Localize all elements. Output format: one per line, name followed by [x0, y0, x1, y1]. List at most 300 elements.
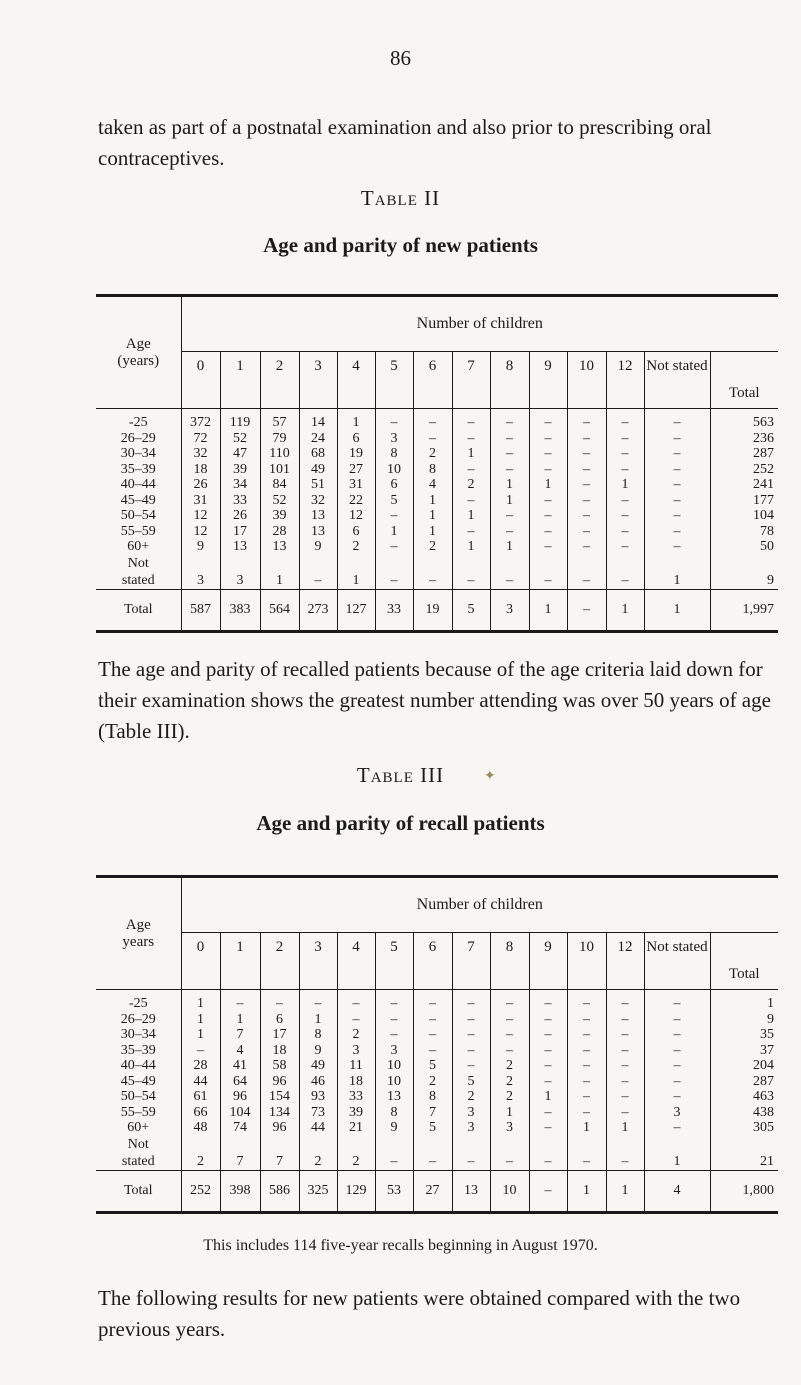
table-row: [96, 508, 778, 524]
table-cell: 61: [181, 1089, 220, 1105]
table-cell: 9: [181, 539, 220, 555]
table-cell: 3: [337, 1043, 375, 1059]
table-cell: 12: [181, 508, 220, 524]
table-cell: –: [567, 1074, 606, 1090]
table-cell: –: [529, 990, 567, 1012]
table-cell: 1: [529, 477, 567, 493]
table-cell: –: [529, 493, 567, 509]
total-label: Total: [96, 589, 181, 631]
table-cell: 7: [413, 1105, 452, 1121]
table2-grid: [96, 294, 778, 633]
table-cell: 5: [452, 1074, 490, 1090]
table3-footnote: This includes 114 five-year recalls beginning in August 1970.: [203, 1237, 598, 1254]
table-cell: –: [375, 1012, 413, 1028]
table-cell: 18: [260, 1043, 299, 1059]
table-cell: –: [452, 990, 490, 1012]
middle-paragraph: The age and parity of recalled patients because of the age criteria laid down for their examination shows the greatest number attending was over 50 years of age (Table III).: [98, 657, 771, 743]
table-cell: 96: [260, 1120, 299, 1136]
table-cell: –: [452, 555, 490, 590]
table-cell: 372: [181, 409, 220, 431]
table-cell: 1: [490, 539, 529, 555]
table-cell: –: [644, 524, 710, 540]
row-age-label: -25: [128, 996, 148, 1011]
table-cell: 2: [413, 446, 452, 462]
total-cell: 1: [644, 589, 710, 631]
table-cell: 8: [413, 462, 452, 478]
table-cell: 96: [220, 1089, 260, 1105]
table-cell: –: [644, 1058, 710, 1074]
table-cell: –: [529, 431, 567, 447]
table-cell: –: [644, 1012, 710, 1028]
table-cell: –: [490, 1043, 529, 1059]
table-cell: –: [567, 990, 606, 1012]
table-cell: 287: [710, 1074, 778, 1090]
table2-title: Age and parity of new patients: [263, 233, 538, 257]
table-cell: 8: [413, 1089, 452, 1105]
table-cell: –: [606, 1074, 644, 1090]
table-cell: –: [606, 431, 644, 447]
table-cell: 2: [490, 1058, 529, 1074]
table-cell: –: [529, 508, 567, 524]
table-cell: 78: [710, 524, 778, 540]
table-cell: –: [529, 539, 567, 555]
table-cell: 52: [260, 493, 299, 509]
column-header: 7: [452, 933, 490, 990]
group-header: Number of children: [181, 296, 778, 352]
table-cell: 6: [337, 431, 375, 447]
table2-label: Table II: [360, 186, 441, 210]
column-header: Not stated: [644, 933, 710, 990]
table-cell: 305: [710, 1120, 778, 1136]
column-header: Total: [710, 933, 778, 990]
table-cell: 8: [299, 1027, 337, 1043]
table-cell: –: [375, 539, 413, 555]
row-age-label: -25: [128, 415, 148, 430]
row-age-label: 35–39: [120, 1042, 156, 1058]
table-row: [96, 990, 778, 1012]
page-number: 86: [390, 46, 411, 70]
table-cell: –: [413, 431, 452, 447]
table-cell: 3: [644, 1105, 710, 1121]
table-cell: 13: [299, 508, 337, 524]
table-cell: 110: [260, 446, 299, 462]
table-cell: 463: [710, 1089, 778, 1105]
table-cell: 3: [375, 431, 413, 447]
group-header: Number of children: [181, 877, 778, 933]
table-cell: –: [644, 493, 710, 509]
table-cell: 21: [337, 1120, 375, 1136]
table-cell: 2: [452, 477, 490, 493]
age-header: Age (years): [96, 296, 181, 409]
table-cell: 1: [452, 539, 490, 555]
column-header: 1: [220, 352, 260, 409]
table-cell: 1: [413, 508, 452, 524]
table-cell: 563: [710, 409, 778, 431]
table-cell: 119: [220, 409, 260, 431]
table-cell: 31: [337, 477, 375, 493]
table-cell: 177: [710, 493, 778, 509]
table-cell: –: [452, 524, 490, 540]
table-cell: 4: [220, 1043, 260, 1059]
table-cell: 24: [299, 431, 337, 447]
table-cell: 93: [299, 1089, 337, 1105]
table-cell: –: [567, 1012, 606, 1028]
table-cell: –: [606, 493, 644, 509]
table-cell: –: [644, 1043, 710, 1059]
table-cell: –: [490, 1012, 529, 1028]
table-cell: 73: [299, 1105, 337, 1121]
table-cell: 438: [710, 1105, 778, 1121]
total-cell: 4: [644, 1170, 710, 1212]
table-cell: –: [452, 1012, 490, 1028]
total-cell: 33: [375, 589, 413, 631]
row-age-label: 60+: [127, 539, 150, 554]
table-cell: –: [490, 446, 529, 462]
table-cell: 13: [299, 524, 337, 540]
table-cell: 96: [260, 1074, 299, 1090]
table-cell: 2: [181, 1136, 220, 1171]
total-cell: 273: [299, 589, 337, 631]
table-cell: 1: [452, 446, 490, 462]
table-row: [96, 477, 778, 493]
row-age-label: 50–54: [120, 508, 156, 523]
table-cell: 27: [337, 462, 375, 478]
table-cell: 3: [181, 555, 220, 590]
table-cell: 2: [337, 539, 375, 555]
table-cell: 1: [644, 555, 710, 590]
column-header: 6: [413, 933, 452, 990]
column-header: 7: [452, 352, 490, 409]
total-cell: 129: [337, 1170, 375, 1212]
table-cell: 1: [490, 1105, 529, 1121]
table-cell: 1: [260, 555, 299, 590]
column-header: 12: [606, 933, 644, 990]
table-cell: 18: [337, 1074, 375, 1090]
table-cell: –: [567, 1089, 606, 1105]
table-cell: –: [413, 1043, 452, 1059]
table-cell: –: [413, 1136, 452, 1171]
table-cell: 84: [260, 477, 299, 493]
column-header: Not stated: [644, 352, 710, 409]
table-cell: 101: [260, 462, 299, 478]
table-cell: –: [299, 990, 337, 1012]
table-cell: –: [644, 1074, 710, 1090]
column-header: 10: [567, 933, 606, 990]
total-cell: 1: [567, 1170, 606, 1212]
column-header: 0: [181, 352, 220, 409]
column-header: 3: [299, 352, 337, 409]
table-cell: –: [490, 524, 529, 540]
table-cell: –: [606, 555, 644, 590]
table-cell: 26: [181, 477, 220, 493]
table-cell: 39: [220, 462, 260, 478]
table-cell: 13: [260, 539, 299, 555]
total-cell: 586: [260, 1170, 299, 1212]
table-cell: 5: [375, 493, 413, 509]
table-cell: 1: [606, 477, 644, 493]
table-cell: –: [606, 1043, 644, 1059]
table-cell: –: [606, 508, 644, 524]
table-cell: 14: [299, 409, 337, 431]
table-cell: 33: [220, 493, 260, 509]
column-header: 10: [567, 352, 606, 409]
table-cell: 51: [299, 477, 337, 493]
total-cell: 53: [375, 1170, 413, 1212]
table-cell: 6: [337, 524, 375, 540]
table-cell: –: [606, 1105, 644, 1121]
column-header: 8: [490, 933, 529, 990]
table-cell: –: [337, 990, 375, 1012]
table-cell: –: [529, 1058, 567, 1074]
table-cell: 48: [181, 1120, 220, 1136]
table-cell: 72: [181, 431, 220, 447]
table-cell: 10: [375, 1074, 413, 1090]
table-cell: –: [644, 431, 710, 447]
table-row: [96, 1027, 778, 1043]
table-cell: 7: [260, 1136, 299, 1171]
total-cell: 10: [490, 1170, 529, 1212]
table-cell: –: [606, 1027, 644, 1043]
table-cell: –: [260, 990, 299, 1012]
table3-grid: [96, 875, 778, 1214]
table-row: [96, 1043, 778, 1059]
table-cell: 9: [375, 1120, 413, 1136]
total-cell: 19: [413, 589, 452, 631]
table-cell: 1: [452, 508, 490, 524]
table-cell: –: [644, 1027, 710, 1043]
table-cell: 44: [181, 1074, 220, 1090]
table-cell: 1: [490, 493, 529, 509]
table-cell: –: [452, 1043, 490, 1059]
closing-paragraph: The following results for new patients were obtained compared with the two previous years.: [98, 1286, 741, 1341]
total-cell: 252: [181, 1170, 220, 1212]
table-cell: 1: [413, 493, 452, 509]
table-row: [96, 1136, 778, 1171]
table-cell: 39: [337, 1105, 375, 1121]
table-cell: –: [529, 1043, 567, 1059]
table-cell: 1: [644, 1136, 710, 1171]
table-cell: –: [413, 555, 452, 590]
table-cell: 2: [337, 1027, 375, 1043]
table-cell: 64: [220, 1074, 260, 1090]
table-cell: –: [567, 539, 606, 555]
table-cell: 2: [452, 1089, 490, 1105]
table-cell: –: [644, 990, 710, 1012]
table-cell: 2: [413, 539, 452, 555]
table2: [96, 294, 778, 633]
table-cell: –: [644, 1120, 710, 1136]
row-age-label: 40–44: [120, 1058, 156, 1073]
row-age-label: 50–54: [120, 1089, 156, 1104]
row-age-label: 26–29: [120, 430, 156, 446]
age-header: Age years: [96, 877, 181, 990]
column-header: 5: [375, 933, 413, 990]
table-cell: 9: [710, 1012, 778, 1028]
table-cell: –: [606, 1058, 644, 1074]
total-cell: –: [567, 589, 606, 631]
table-cell: –: [181, 1043, 220, 1059]
table-cell: –: [375, 990, 413, 1012]
column-header: 5: [375, 352, 413, 409]
table3: [96, 875, 778, 1214]
table-cell: –: [375, 1027, 413, 1043]
table-row: [96, 1089, 778, 1105]
table-cell: 44: [299, 1120, 337, 1136]
table-cell: –: [529, 1012, 567, 1028]
table-cell: 68: [299, 446, 337, 462]
table-cell: 1: [181, 1027, 220, 1043]
table-cell: 2: [337, 1136, 375, 1171]
table-cell: 28: [181, 1058, 220, 1074]
total-cell: 1: [529, 589, 567, 631]
table-cell: 49: [299, 1058, 337, 1074]
table-cell: 9: [299, 1043, 337, 1059]
table-cell: –: [220, 990, 260, 1012]
table-cell: –: [606, 524, 644, 540]
table-cell: –: [567, 446, 606, 462]
table-cell: 17: [260, 1027, 299, 1043]
table-cell: –: [567, 1027, 606, 1043]
table-cell: 12: [337, 508, 375, 524]
table-cell: 1: [375, 524, 413, 540]
table-cell: –: [490, 1136, 529, 1171]
table-cell: –: [452, 431, 490, 447]
row-age-label: 26–29: [120, 1011, 156, 1027]
table-cell: 252: [710, 462, 778, 478]
table-cell: 21: [710, 1136, 778, 1171]
table3-label: Table III: [356, 763, 445, 787]
table-cell: 1: [181, 1012, 220, 1028]
total-cell: 1,997: [710, 589, 778, 631]
table-cell: –: [567, 431, 606, 447]
table-row: [96, 1074, 778, 1090]
column-header: 4: [337, 352, 375, 409]
table-cell: 52: [220, 431, 260, 447]
table-cell: –: [606, 990, 644, 1012]
table-cell: 3: [490, 1120, 529, 1136]
column-header: 12: [606, 352, 644, 409]
table-cell: –: [567, 493, 606, 509]
table-cell: –: [644, 539, 710, 555]
table-cell: 5: [413, 1058, 452, 1074]
row-age-label: 55–59: [120, 1104, 156, 1120]
table-cell: –: [413, 1027, 452, 1043]
table-cell: –: [606, 462, 644, 478]
row-age-label: 30–34: [120, 1027, 156, 1042]
table-cell: –: [606, 1136, 644, 1171]
table-cell: –: [490, 555, 529, 590]
table-cell: –: [529, 524, 567, 540]
table-cell: 47: [220, 446, 260, 462]
table-cell: 1: [413, 524, 452, 540]
table-cell: 32: [299, 493, 337, 509]
table-cell: 17: [220, 524, 260, 540]
table-cell: –: [567, 508, 606, 524]
table-cell: 13: [220, 539, 260, 555]
table-cell: –: [567, 555, 606, 590]
table-cell: –: [413, 1012, 452, 1028]
table-cell: 18: [181, 462, 220, 478]
table-cell: 2: [299, 1136, 337, 1171]
table-cell: 22: [337, 493, 375, 509]
table-cell: 50: [710, 539, 778, 555]
table-cell: 19: [337, 446, 375, 462]
table-cell: 35: [710, 1027, 778, 1043]
table-cell: –: [567, 524, 606, 540]
column-header: 4: [337, 933, 375, 990]
table-cell: –: [567, 1136, 606, 1171]
table-cell: –: [529, 555, 567, 590]
table-cell: 13: [375, 1089, 413, 1105]
total-cell: 325: [299, 1170, 337, 1212]
table-row: [96, 1012, 778, 1028]
table-cell: 1: [529, 1089, 567, 1105]
table-cell: –: [644, 508, 710, 524]
table-cell: 104: [710, 508, 778, 524]
row-age-label: 35–39: [120, 461, 156, 477]
table-cell: –: [490, 409, 529, 431]
table-cell: 31: [181, 493, 220, 509]
table-cell: –: [529, 409, 567, 431]
table-row: [96, 409, 778, 431]
table-cell: 154: [260, 1089, 299, 1105]
table-cell: –: [529, 1120, 567, 1136]
total-cell: 564: [260, 589, 299, 631]
table-cell: –: [644, 409, 710, 431]
table-cell: –: [644, 1089, 710, 1105]
table-cell: 8: [375, 446, 413, 462]
table-cell: 1: [337, 555, 375, 590]
total-row: [96, 589, 778, 631]
table-cell: –: [606, 1089, 644, 1105]
table-cell: 39: [260, 508, 299, 524]
table-cell: –: [567, 462, 606, 478]
table-cell: –: [606, 1012, 644, 1028]
table-row: [96, 431, 778, 447]
table-cell: –: [567, 1043, 606, 1059]
table-cell: –: [567, 477, 606, 493]
total-cell: 398: [220, 1170, 260, 1212]
table-cell: –: [452, 1027, 490, 1043]
table-cell: 1: [710, 990, 778, 1012]
table-cell: –: [452, 462, 490, 478]
total-row: [96, 1170, 778, 1212]
table-row: [96, 539, 778, 555]
table-cell: 2: [413, 1074, 452, 1090]
table-cell: –: [490, 431, 529, 447]
table-cell: –: [452, 493, 490, 509]
table-cell: 2: [490, 1089, 529, 1105]
row-age-label: Not stated: [121, 1136, 155, 1169]
column-header: 9: [529, 933, 567, 990]
table-cell: 37: [710, 1043, 778, 1059]
table-cell: –: [606, 539, 644, 555]
table-row: [96, 1058, 778, 1074]
column-header: 3: [299, 933, 337, 990]
table-cell: 204: [710, 1058, 778, 1074]
table-cell: –: [375, 508, 413, 524]
table-cell: 1: [567, 1120, 606, 1136]
table-cell: –: [567, 409, 606, 431]
total-cell: 27: [413, 1170, 452, 1212]
total-cell: 127: [337, 589, 375, 631]
table-cell: –: [490, 508, 529, 524]
table-cell: –: [299, 555, 337, 590]
table-cell: 66: [181, 1105, 220, 1121]
table3-title: Age and parity of recall patients: [256, 811, 545, 835]
table-cell: 104: [220, 1105, 260, 1121]
table-cell: 57: [260, 409, 299, 431]
